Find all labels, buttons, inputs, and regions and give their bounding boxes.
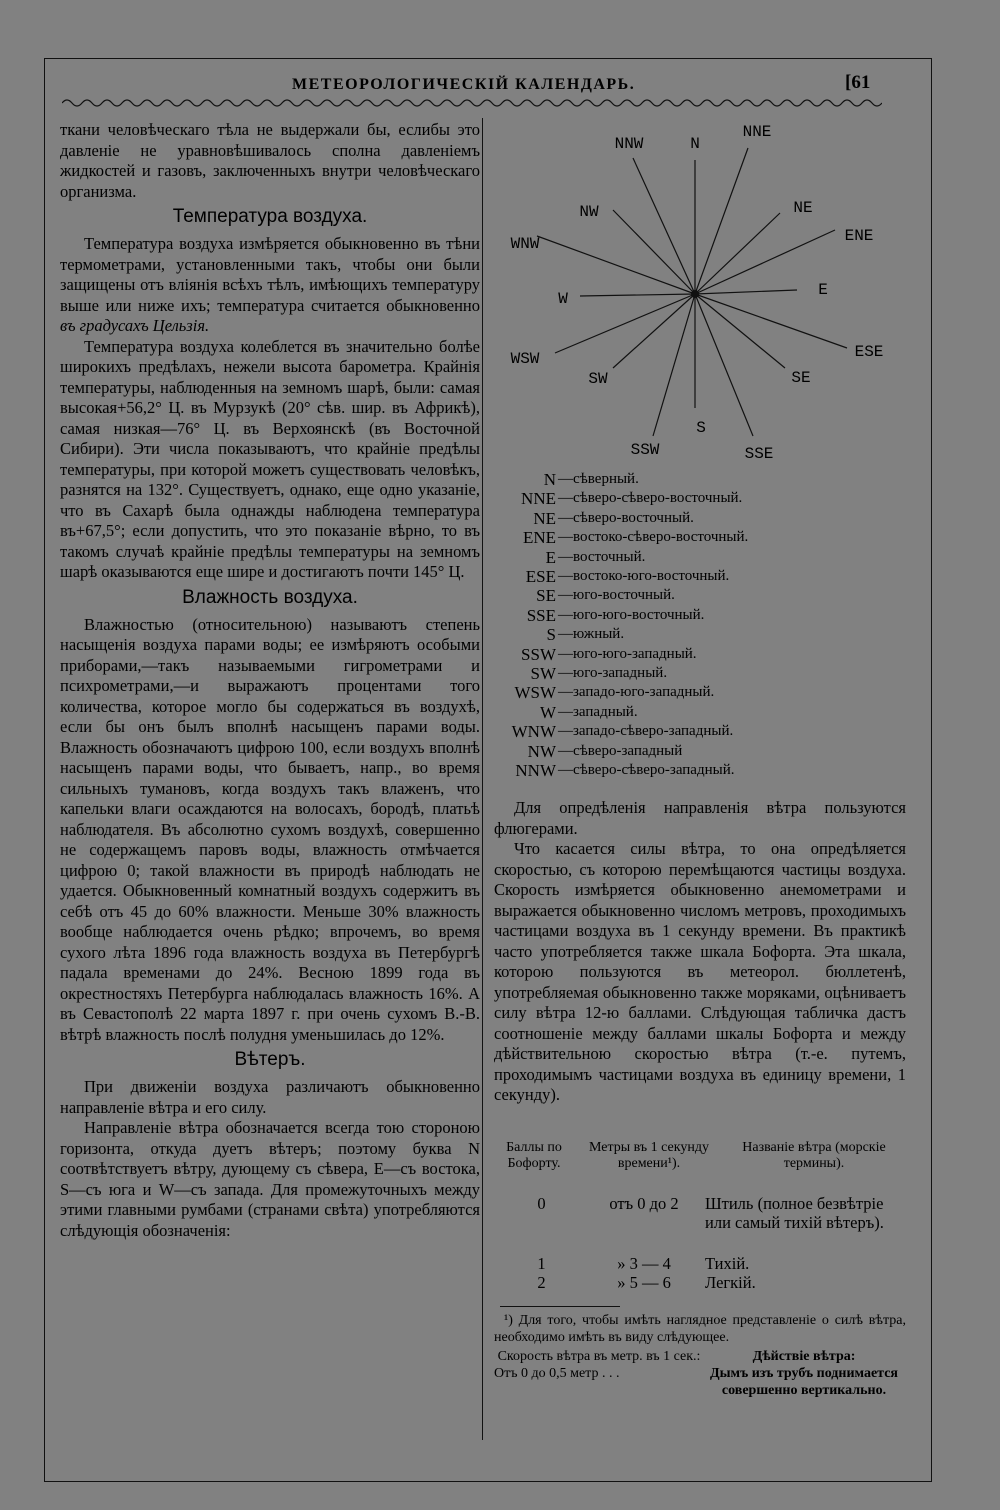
beaufort-table-header xyxy=(494,1140,906,1172)
wind-rose-label: ENE xyxy=(844,227,874,245)
legend-name: —западо-сѣверо-западный. xyxy=(558,723,734,740)
table-cell-ball: 2 xyxy=(537,1273,546,1292)
footnote-col-effect-head: Дѣйствіе вѣтра: xyxy=(752,1349,856,1364)
wind-rose-center xyxy=(691,290,699,298)
legend-name: —юго-юго-западный. xyxy=(558,645,697,662)
legend-item xyxy=(494,489,906,508)
wind-rose-ray xyxy=(580,294,695,296)
page-number: [61 xyxy=(845,72,871,93)
header-wavy-rule xyxy=(62,96,882,110)
table-row xyxy=(494,1273,906,1292)
legend-abbr: SW xyxy=(530,664,556,684)
wind-rose-label: NE xyxy=(793,199,813,217)
wind-force-paragraph: Что касается силы вѣтра, то она опредѣляется скоростью, съ которою перемѣщаются частицы воздуха. Скорость измѣряется обыкновенно анемометрами и выражается обыкновенно числомъ метровъ, проходимыхъ частицами воздуха въ 1 секунду времени. Въ практикѣ часто употребляется также шкала Бофорта. Эта шкала, которою пользуются въ метеорол. бюллетенѣ, употребляемая обыкновенно также моряками, оцѣниваетъ силу вѣтра 12-ю баллами. Слѣдующая табличка дастъ соотношеніе между баллами шкалы Бофорта и между дѣйствительною скоростью вѣтра (т.-е. путемъ, проходимымъ частицами воздуха въ единицу времени, 1 секунду). xyxy=(494,839,906,1104)
wind-rose-ray xyxy=(613,294,695,368)
legend-abbr: ESE xyxy=(525,567,556,587)
wind-paragraph-1: При движеніи воздуха различаютъ обыкновенно направленіе вѣтра и его силу. xyxy=(60,1077,480,1117)
legend-item xyxy=(494,645,906,664)
left-column xyxy=(60,120,480,1241)
table-cell-speed: » 3 — 4 xyxy=(617,1254,671,1273)
legend-abbr: N xyxy=(543,470,556,489)
table-header-ball: Баллы по Бофорту. xyxy=(506,1140,562,1171)
table-cell-ball: 1 xyxy=(537,1254,546,1273)
table-cell-speed: отъ 0 до 2 xyxy=(609,1194,679,1213)
footnote-row-effect: Дымъ изъ трубъ поднимается совершенно вертикально. xyxy=(709,1366,899,1398)
wind-rose-ray xyxy=(653,294,695,436)
wind-rose-label: WSW xyxy=(510,350,540,368)
wind-rose-label: SE xyxy=(791,369,811,387)
legend-abbr: SSW xyxy=(521,644,556,664)
legend-name: —западный. xyxy=(558,703,638,720)
right-column-text xyxy=(494,798,906,1106)
wind-rose-ray xyxy=(537,236,695,294)
legend-name: —восточный. xyxy=(558,548,646,565)
wind-rose-label: ESE xyxy=(854,343,884,361)
legend-item xyxy=(494,528,906,547)
wind-rose-ray xyxy=(633,158,695,294)
temperature-paragraph-2: Температура воздуха колеблется въ значительно болѣе широкихъ предѣлахъ, нежели высота барометра. Крайнія температуры, наблюденныя на земномъ шарѣ, были: самая высокая+56,2° Ц. въ Мурзукѣ (20° сѣв. шир. въ Африкѣ), самая низкая—76° Ц. въ Верхоянскѣ (въ Восточной Сибири). Эти числа показываютъ, что крайніе предѣлы температуры, при которой можетъ существовать человѣкъ, разнятся на 132°. Существуетъ, однако, еще одно указаніе, что въ Сахарѣ была однажды наблюдена температура въ+67,5°; если допустить, что это показаніе вѣрно, то въ такомъ случаѣ крайніе предѣлы температуры на земномъ шарѣ оказываются еще шире и достигаютъ почти 145° Ц. xyxy=(60,336,480,581)
wind-rose-label: S xyxy=(696,419,706,437)
legend-name: —юго-юго-восточный. xyxy=(558,606,705,623)
legend-item xyxy=(494,625,906,644)
footnote xyxy=(494,1312,906,1399)
legend-name: —сѣверо-западный xyxy=(558,742,683,759)
temperature-p1-text: Температура воздуха измѣряется обыкновенно въ тѣни термометрами, установленными такъ, чтобы они были защищены отъ вліянія всѣхъ тѣлъ, имѣющихъ температуру выше или ниже ихъ; температура считается обыкновенно xyxy=(60,234,480,315)
table-row xyxy=(494,1194,906,1232)
legend-item xyxy=(494,470,906,489)
legend-name: —юго-западный. xyxy=(558,665,668,682)
legend-abbr: NNE xyxy=(521,489,556,509)
footnote-text: ¹) Для того, чтобы имѣть наглядное представленіе о силѣ вѣтра, необходимо имѣть въ виду слѣдующее. xyxy=(494,1313,906,1345)
wind-direction-legend xyxy=(494,470,906,781)
table-header-name: Названіе вѣтра (морскіе термины). xyxy=(742,1140,886,1171)
wind-rose-label: SW xyxy=(588,370,608,388)
legend-item xyxy=(494,664,906,683)
legend-item xyxy=(494,567,906,586)
legend-item xyxy=(494,509,906,528)
wind-rose-label: NNW xyxy=(614,135,644,153)
legend-abbr: S xyxy=(546,625,556,645)
temperature-paragraph-1 xyxy=(60,234,480,337)
wind-rose-ray xyxy=(695,294,847,348)
footnote-rule xyxy=(500,1306,620,1307)
heading-wind: Вѣтеръ. xyxy=(234,1049,306,1070)
legend-item xyxy=(494,722,906,741)
wind-paragraph-2: Направленіе вѣтра обозначается всегда тою стороною горизонта, откуда дуетъ вѣтеръ; поэтому буква N соотвѣтствуетъ вѣтру, дующему съ сѣвера, E—съ востока, S—съ юга и W—съ запада. Для промежуточныхъ между этими главными румбами (странами свѣта) употребляются слѣдующія обозначенія: xyxy=(60,1118,480,1240)
temperature-p1-italic: въ градусахъ Цельзія. xyxy=(60,316,210,335)
wind-rose-ray xyxy=(695,213,780,294)
table-cell-ball: 0 xyxy=(537,1194,546,1213)
wind-rose-ray xyxy=(555,294,695,353)
legend-abbr: NW xyxy=(527,741,556,761)
legend-abbr: W xyxy=(539,702,556,722)
page-header-title: МЕТЕОРОЛОГИЧЕСКІЙ КАЛЕНДАРЬ. xyxy=(292,76,636,93)
humidity-paragraph: Влажностью (относительною) называютъ степень насыщенія воздуха парами воды; ее измѣряютъ особыми приборами,—такъ называемыми гигрометрами и психрометрами,—и выражаютъ процентами того количества, которое могло бы содержаться въ воздухѣ, если бы онъ былъ вполнѣ насыщенъ парами воды. Влажность обозначаютъ цифрою 100, если воздухъ вполнѣ насыщенъ парами воды, что бываетъ, напр., во время сильныхъ тумановъ, когда воздухъ такъ влаженъ, что капельки влаги осаждаются на волосахъ, бородѣ, платьѣ наблюдателя. Въ абсолютно сухомъ воздухѣ, совершенно не содержащемъ паровъ воды, влажность отмѣчается цифрою 0; такой влажности въ природѣ наблюдать не удается. Обыкновенный комнатный воздухъ содержитъ въ себѣ отъ 45 до 60% влажности. Меньше 30% влажность вообще наблюдается очень рѣдко; впрочемъ, во время сухого лѣта 1896 года влажность воздуха въ Петербургѣ падала временами до 24%. Весною 1899 года въ окрестностяхъ Петербурга наблюдалась влажность 16%. А въ Севастополѣ 22 марта 1897 г. при очень сухомъ В.-В. вѣтрѣ влажность послѣ полудня уменьшилась до 12%. xyxy=(60,614,480,1044)
legend-item xyxy=(494,548,906,567)
legend-name: —сѣверный. xyxy=(558,471,639,487)
legend-abbr: WSW xyxy=(514,683,556,703)
wind-rose-ray xyxy=(695,290,797,294)
legend-abbr: WNW xyxy=(511,722,556,742)
heading-temperature: Температура воздуха. xyxy=(172,206,368,227)
wind-rose-label: E xyxy=(818,281,828,299)
legend-name: —юго-восточный. xyxy=(558,587,675,604)
legend-name: —южный. xyxy=(558,626,625,643)
legend-item xyxy=(494,683,906,702)
legend-name: —западо-юго-западный. xyxy=(558,684,715,701)
continuation-paragraph: ткани человѣческаго тѣла не выдержали бы, еслибы это давленіе не уравновѣшивалось сполна давленіемъ жидкостей и газовъ, заключенныхъ внутри человѣческаго организма. xyxy=(60,120,480,201)
legend-abbr: NE xyxy=(533,508,556,528)
wind-rose-diagram xyxy=(495,118,915,468)
wind-rose-label: SSE xyxy=(744,445,774,463)
wind-rose-label: NW xyxy=(579,203,599,221)
legend-item xyxy=(494,703,906,722)
wind-rose-ray xyxy=(695,294,753,436)
wind-rose-ray xyxy=(695,230,835,294)
table-cell-name: Тихій. xyxy=(705,1254,750,1273)
vane-paragraph: Для опредѣленія направленія вѣтра пользуются флюгерами. xyxy=(494,798,906,838)
legend-name: —сѣверо-сѣверо-западный. xyxy=(558,762,735,779)
table-row xyxy=(494,1254,906,1273)
legend-abbr: SE xyxy=(536,586,556,606)
table-cell-speed: » 5 — 6 xyxy=(617,1273,671,1292)
table-cell-name: Легкій. xyxy=(705,1273,756,1292)
wind-rose-ray xyxy=(613,210,695,294)
legend-name: —востоко-сѣверо-восточный. xyxy=(558,529,749,546)
legend-item xyxy=(494,761,906,780)
legend-item xyxy=(494,606,906,625)
wind-rose-label: NNE xyxy=(742,123,772,141)
wind-rose-label: N xyxy=(690,135,700,153)
wind-rose-ray xyxy=(695,294,785,368)
legend-name: —востоко-юго-восточный. xyxy=(558,568,730,585)
wind-rose-label: WNW xyxy=(510,235,540,253)
legend-name: —сѣверо-восточный. xyxy=(558,509,694,526)
legend-abbr: E xyxy=(545,547,556,567)
table-cell-name: Штиль (полное безвѣтріе или самый тихій вѣтеръ). xyxy=(705,1194,884,1232)
heading-humidity: Влажность воздуха. xyxy=(182,586,358,608)
legend-item xyxy=(494,742,906,761)
wind-rose-label: SSW xyxy=(630,441,660,459)
column-divider xyxy=(482,118,483,1440)
footnote-row-speed: Отъ 0 до 0,5 метр . . . xyxy=(494,1366,620,1381)
wind-rose-ray xyxy=(695,148,748,294)
legend-abbr: SSE xyxy=(526,605,556,625)
footnote-col-speed-head: Скорость вѣтра въ метр. въ 1 сек.: xyxy=(497,1349,701,1364)
wind-rose-label: W xyxy=(558,290,568,308)
table-header-speed: Метры въ 1 секунду времени¹). xyxy=(589,1140,709,1171)
legend-item xyxy=(494,586,906,605)
legend-abbr: ENE xyxy=(522,528,556,548)
legend-name: —сѣверо-сѣверо-восточный. xyxy=(558,490,743,507)
legend-abbr: NNW xyxy=(515,761,556,781)
